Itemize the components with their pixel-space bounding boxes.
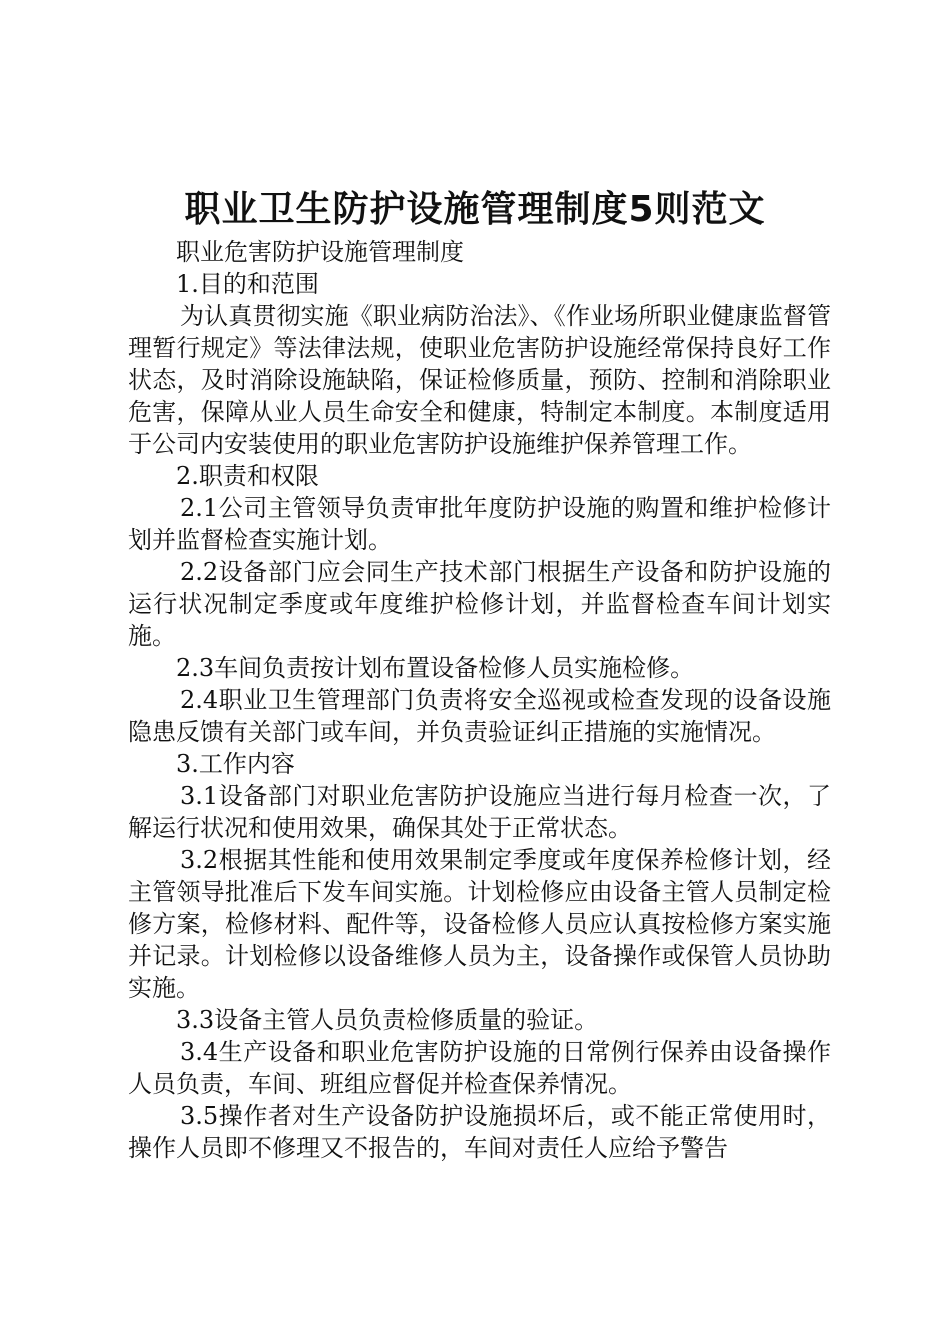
paragraph: 3.4生产设备和职业危害防护设施的日常例行保养由设备操作人员负责，车间、班组应督促并检查保养情况。 <box>128 1038 831 1098</box>
document-body <box>128 236 831 1164</box>
paragraph: 3.3设备主管人员负责检修质量的验证。 <box>176 1006 599 1034</box>
paragraph: 2.职责和权限 <box>176 462 319 490</box>
paragraph: 3.5操作者对生产设备防护设施损坏后，或不能正常使用时，操作人员即不修理又不报告的，车间对责任人应给予警告 <box>128 1102 831 1162</box>
paragraph: 1.目的和范围 <box>176 270 319 298</box>
paragraph: 为认真贯彻实施《职业病防治法》、《作业场所职业健康监督管理暂行规定》等法律法规，使职业危害防护设施经常保持良好工作状态，及时消除设施缺陷，保证检修质量，预防、控制和消除职业危害，保障从业人员生命安全和健康，特制定本制度。本制度适用于公司内安装使用的职业危害防护设施维护保养管理工作。 <box>128 302 831 458</box>
paragraph: 3.2根据其性能和使用效果制定季度或年度保养检修计划，经主管领导批准后下发车间实施。计划检修应由设备主管人员制定检修方案，检修材料、配件等，设备检修人员应认真按检修方案实施并记录。计划检修以设备维修人员为主，设备操作或保管人员协助实施。 <box>128 846 831 1002</box>
document-title: 职业卫生防护设施管理制度5则范文 <box>184 189 766 230</box>
paragraph: 2.2设备部门应会同生产技术部门根据生产设备和防护设施的运行状况制定季度或年度维护检修计划，并监督检查车间计划实施。 <box>128 558 831 650</box>
paragraph: 职业危害防护设施管理制度 <box>176 238 464 266</box>
paragraph: 2.3车间负责按计划布置设备检修人员实施检修。 <box>176 654 695 682</box>
paragraph: 3.工作内容 <box>176 750 295 778</box>
paragraph: 2.4职业卫生管理部门负责将安全巡视或检查发现的设备设施隐患反馈有关部门或车间，并负责验证纠正措施的实施情况。 <box>128 686 831 746</box>
paragraph: 3.1设备部门对职业危害防护设施应当进行每月检查一次，了解运行状况和使用效果，确保其处于正常状态。 <box>128 782 831 842</box>
paragraph: 2.1公司主管领导负责审批年度防护设施的购置和维护检修计划并监督检查实施计划。 <box>128 494 831 554</box>
